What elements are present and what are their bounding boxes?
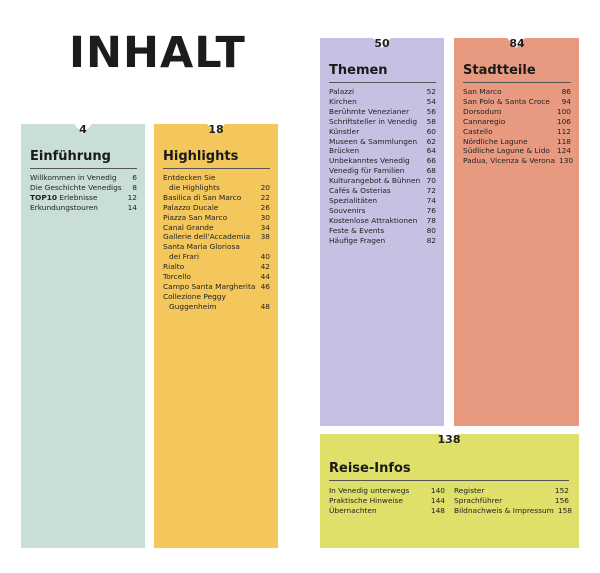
toc-entry-label-text: Brücken <box>329 146 360 156</box>
toc-entry <box>163 203 270 213</box>
section-highlights <box>154 124 278 548</box>
toc-entry-label-text: Willkommen in Venedig <box>30 173 117 182</box>
toc-entry-label <box>329 486 409 496</box>
toc-entry-label-text: Erkundungstouren <box>30 202 98 212</box>
toc-entry <box>329 117 436 127</box>
toc-entry-label <box>163 272 191 282</box>
section-einfuehrung <box>21 124 145 548</box>
toc-entry <box>329 216 436 226</box>
toc-entry-label <box>30 183 122 193</box>
toc-entry-page: 8 <box>132 182 137 192</box>
toc-entry-label <box>329 226 384 236</box>
toc-entry-label-text: Praktische Hinweise <box>329 495 403 505</box>
toc-entry-label <box>30 193 97 203</box>
toc-entry <box>329 196 436 206</box>
toc-entry-label-text: Rialto <box>163 262 185 272</box>
toc-entry-page: 74 <box>426 195 436 205</box>
toc-entry-label-text: Entdecken Sie <box>163 173 216 182</box>
toc-entry-label-text: Gallerie dell’Accademia <box>163 232 251 242</box>
section-themen <box>320 38 444 426</box>
toc-entry-label-text: Erlebnisse <box>57 192 98 202</box>
toc-entry-label <box>463 137 528 147</box>
toc-entry-label-text: Venedig für Familien <box>329 166 405 176</box>
toc-entry-page: 60 <box>426 126 436 136</box>
toc-entry-label-text: Santa Maria Gloriosa <box>163 242 240 252</box>
toc-entry <box>329 186 436 196</box>
toc-entry <box>463 117 571 127</box>
toc-entry-label <box>329 117 417 127</box>
toc-entry-label <box>454 496 502 506</box>
toc-entry-label <box>163 282 255 292</box>
toc-entry <box>163 173 270 193</box>
toc-entry-label <box>463 107 501 117</box>
toc-entry <box>163 292 270 312</box>
toc-entry-label <box>329 506 377 516</box>
toc-entry-page: 124 <box>556 146 571 156</box>
toc-entry-label-text: Canal Grande <box>163 222 214 232</box>
toc-entry-page: 56 <box>426 106 436 116</box>
section-title: Themen <box>329 63 388 78</box>
section-stadtteile <box>454 38 579 426</box>
toc-entry <box>163 223 270 233</box>
toc-entry-label <box>30 203 98 213</box>
toc-entry-page: 94 <box>561 96 571 106</box>
toc-entry-page: 20 <box>260 182 270 192</box>
section-page-number: 4 <box>79 123 87 136</box>
toc-entry <box>30 183 137 193</box>
toc-entry <box>163 193 270 203</box>
toc-entry <box>454 496 569 506</box>
toc-entry-label-text: Palazzi <box>329 87 355 96</box>
toc-entry-page: 58 <box>426 116 436 126</box>
toc-entry-label <box>329 137 417 147</box>
toc-entry <box>30 203 137 213</box>
section-title: Stadtteile <box>463 63 536 78</box>
section-rule <box>329 82 436 83</box>
section-page-number: 50 <box>374 37 390 50</box>
toc-entry <box>329 107 436 117</box>
toc-entry-label <box>463 146 550 156</box>
section-title: Reise-Infos <box>329 461 411 476</box>
section-reiseinfos <box>320 434 579 548</box>
toc-entry <box>329 87 436 97</box>
toc-entry-label-text: Kostenlose Attraktionen <box>329 215 418 225</box>
toc-entry-label <box>329 87 354 97</box>
toc-entry-label-continued: die Highlights <box>169 182 220 192</box>
toc-entry-label-text: Schriftsteller in Venedig <box>329 116 418 126</box>
toc-entry-label-text: Nördliche Lagune <box>463 136 528 146</box>
toc-entry-page: 152 <box>554 486 569 495</box>
toc-entry-label <box>329 196 377 206</box>
toc-entry-label-continued: dei Frari <box>169 252 200 262</box>
section-rule <box>329 480 569 481</box>
toc-entry-label-text: Die Geschichte Venedigs <box>30 182 122 192</box>
toc-entry-label <box>163 242 240 262</box>
toc-entry-page: 112 <box>556 126 571 136</box>
toc-entry <box>329 486 445 496</box>
toc-entry-page: 40 <box>260 252 270 262</box>
toc-entry-page: 66 <box>426 156 436 166</box>
toc-entry-label-text: San Marco <box>463 87 502 96</box>
toc-entry-page: 26 <box>260 202 270 212</box>
toc-entry <box>454 486 569 496</box>
toc-entry-page: 76 <box>426 205 436 215</box>
toc-entry-label-text: In Venedig unterwegs <box>329 486 410 495</box>
section-item-list-left <box>329 486 445 516</box>
toc-entry-page: 44 <box>260 272 270 282</box>
toc-entry-label <box>463 87 502 97</box>
section-rule <box>463 82 571 83</box>
toc-entry-label-text: Cafés & Osterias <box>329 186 391 196</box>
toc-entry-label <box>329 216 417 226</box>
toc-entry-label-continued: Guggenheim <box>169 301 217 311</box>
toc-entry-page: 22 <box>260 192 270 202</box>
toc-entry-label <box>329 156 410 166</box>
toc-entry-label <box>463 127 493 137</box>
toc-entry-label <box>30 173 117 183</box>
toc-entry-label-text: Berühmte Venezianer <box>329 106 410 116</box>
toc-entry-label-text: Campo Santa Margherita <box>163 281 256 291</box>
toc-entry <box>329 166 436 176</box>
toc-entry-label-text: Kirchen <box>329 96 357 106</box>
toc-entry-label-bold: TOP10 <box>30 192 58 202</box>
toc-entry <box>163 213 270 223</box>
toc-entry-label <box>163 173 220 193</box>
toc-entry <box>329 226 436 236</box>
toc-entry-label <box>329 146 359 156</box>
toc-entry-label-text: Kulturangebot & Bühnen <box>329 176 421 186</box>
toc-entry-page: 34 <box>260 222 270 232</box>
toc-entry-page: 52 <box>426 87 436 96</box>
toc-entry-page: 158 <box>557 505 572 515</box>
toc-entry-page: 72 <box>426 186 436 196</box>
toc-entry-label-text: Souvenirs <box>329 205 366 215</box>
toc-entry-label-text: Register <box>454 486 485 495</box>
toc-entry-page: 80 <box>426 225 436 235</box>
toc-entry-label-text: Spezialitäten <box>329 195 378 205</box>
toc-entry <box>329 206 436 216</box>
section-page-number: 138 <box>437 433 461 446</box>
toc-entry <box>463 107 571 117</box>
toc-entry-page: 106 <box>556 116 571 126</box>
toc-entry-label <box>329 236 385 246</box>
toc-entry <box>463 146 571 156</box>
toc-entry-label-text: Dorsoduro <box>463 106 502 116</box>
section-item-list <box>163 173 270 312</box>
toc-entry <box>329 506 445 516</box>
toc-entry-page: 78 <box>426 215 436 225</box>
toc-entry-page: 64 <box>426 146 436 156</box>
toc-entry <box>463 137 571 147</box>
toc-entry <box>30 193 137 203</box>
toc-entry-page: 30 <box>260 212 270 222</box>
toc-entry <box>463 97 571 107</box>
toc-entry <box>329 137 436 147</box>
toc-entry-label-text: Häufige Fragen <box>329 235 386 245</box>
section-page-number: 84 <box>509 37 525 50</box>
toc-entry <box>454 505 572 516</box>
toc-entry-page: 42 <box>260 262 270 272</box>
toc-entry <box>329 496 445 506</box>
section-title: Highlights <box>163 149 239 164</box>
toc-entry-page: 130 <box>559 156 574 166</box>
toc-entry <box>329 127 436 137</box>
toc-entry-label <box>454 486 484 496</box>
toc-entry-page: 140 <box>430 486 445 495</box>
toc-entry-page: 86 <box>561 87 571 96</box>
toc-entry-page: 68 <box>426 166 436 176</box>
toc-entry-label <box>163 203 218 213</box>
toc-entry-page: 38 <box>260 232 270 242</box>
section-page-number: 18 <box>208 123 224 136</box>
page-title: INHALT <box>69 28 246 78</box>
toc-entry-label-text: Collezione Peggy <box>163 291 226 301</box>
toc-entry-label-text: Künstler <box>329 126 360 136</box>
toc-entry-page: 156 <box>554 495 569 505</box>
toc-entry-label-text: Südliche Lagune & Lido <box>463 146 550 156</box>
toc-entry-page: 118 <box>556 136 571 146</box>
toc-entry-label-text: Sprachführer <box>454 495 503 505</box>
toc-entry <box>463 87 571 97</box>
toc-entry-label <box>329 127 359 137</box>
toc-entry-page: 6 <box>132 173 137 182</box>
toc-entry-label <box>329 166 404 176</box>
toc-entry-label <box>163 292 226 312</box>
toc-entry <box>163 262 270 272</box>
toc-entry-label-text: Übernachten <box>329 505 377 515</box>
toc-entry <box>463 156 574 166</box>
toc-entry-label <box>329 496 403 506</box>
toc-entry-page: 100 <box>556 106 571 116</box>
toc-entry-label-text: Castello <box>463 126 493 136</box>
section-item-list <box>30 173 137 213</box>
toc-entry-label-text: Padua, Vicenza & Verona <box>463 156 556 166</box>
toc-entry <box>163 272 270 282</box>
toc-entry-label-text: Feste & Events <box>329 225 385 235</box>
toc-entry-page: 48 <box>260 301 270 311</box>
toc-entry-label <box>329 206 365 216</box>
toc-entry-page: 70 <box>426 176 436 186</box>
toc-entry <box>163 232 270 242</box>
toc-entry-label <box>463 156 555 166</box>
toc-entry-page: 148 <box>430 505 445 515</box>
section-item-list <box>463 87 574 166</box>
toc-entry-page: 54 <box>426 96 436 106</box>
toc-entry-page: 14 <box>127 202 137 212</box>
toc-entry-label <box>163 223 214 233</box>
toc-entry-label <box>329 97 357 107</box>
toc-entry-page: 62 <box>426 136 436 146</box>
toc-entry-label-text: Museen & Sammlungen <box>329 136 418 146</box>
toc-entry <box>163 282 270 292</box>
toc-entry-label <box>329 186 391 196</box>
toc-entry-label <box>463 97 550 107</box>
section-item-list <box>329 87 436 246</box>
section-rule <box>30 168 137 169</box>
toc-entry <box>329 97 436 107</box>
toc-entry-label <box>163 213 227 223</box>
toc-entry <box>329 236 436 246</box>
toc-entry <box>329 176 436 186</box>
toc-entry-label <box>454 506 554 516</box>
toc-entry-label <box>329 176 420 186</box>
toc-entry-label-text: Basilica di San Marco <box>163 192 242 202</box>
toc-entry-page: 46 <box>260 281 270 291</box>
section-item-list-right <box>454 486 572 516</box>
section-rule <box>163 168 270 169</box>
toc-entry-label-text: Bildnachweis & Impressum <box>454 505 554 515</box>
toc-entry-label <box>163 232 250 242</box>
toc-entry-label-text: Torcello <box>163 272 191 282</box>
toc-entry-label <box>463 117 505 127</box>
toc-entry-page: 12 <box>127 192 137 202</box>
toc-entry-label-text: Cannaregio <box>463 116 506 126</box>
toc-entry-label-text: Piazza San Marco <box>163 212 228 222</box>
toc-entry-page: 144 <box>430 495 445 505</box>
toc-entry-label <box>329 107 409 117</box>
toc-entry <box>329 156 436 166</box>
section-title: Einführung <box>30 149 111 164</box>
toc-entry <box>30 173 137 183</box>
toc-entry <box>163 242 270 262</box>
toc-entry-page: 82 <box>426 235 436 245</box>
toc-entry-label <box>163 193 241 203</box>
toc-entry-label <box>163 262 184 272</box>
toc-entry <box>329 146 436 156</box>
toc-entry <box>463 127 571 137</box>
toc-entry-label-text: Unbekanntes Venedig <box>329 156 410 166</box>
toc-entry-label-text: Palazzo Ducale <box>163 202 219 212</box>
toc-entry-label-text: San Polo & Santa Croce <box>463 96 550 106</box>
